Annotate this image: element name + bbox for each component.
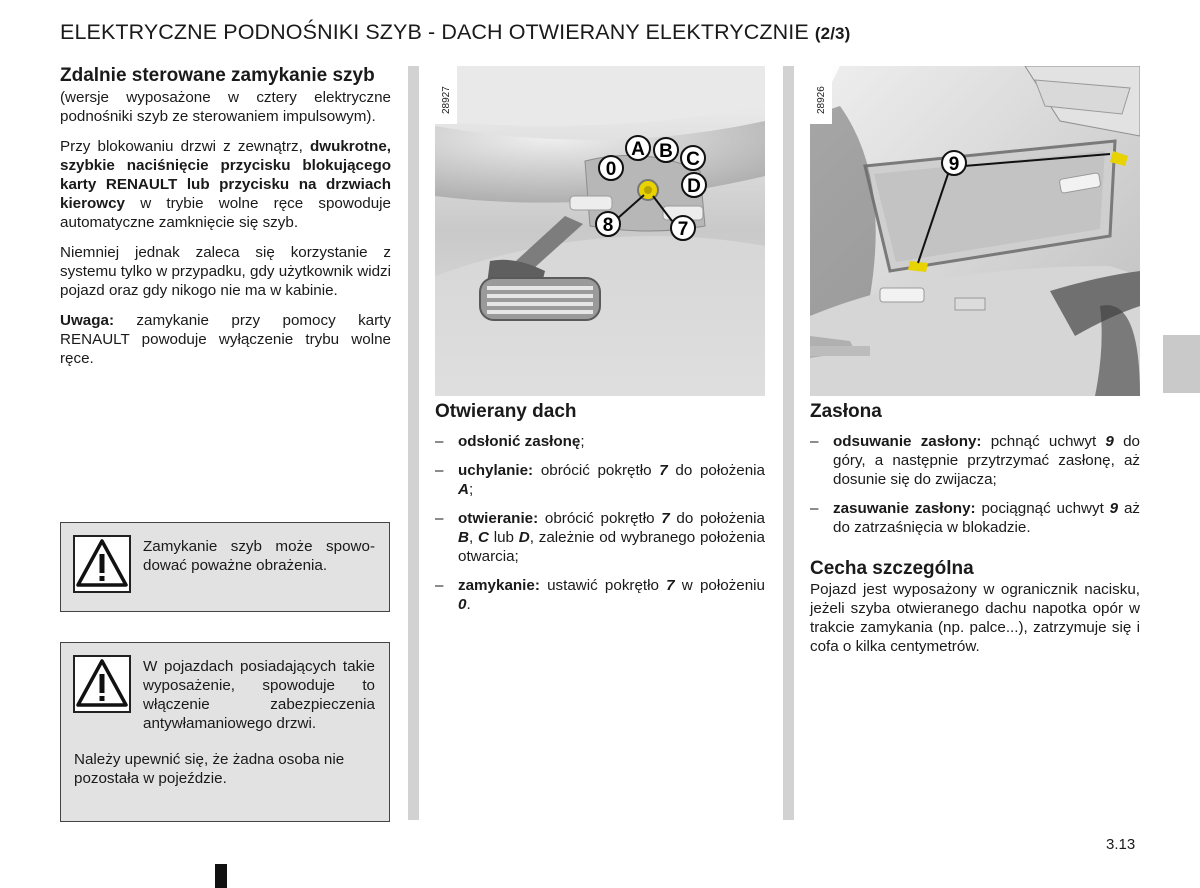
list-item-text: uchylanie:: [458, 462, 534, 479]
note-text: zamykanie przy pomocy karty RENAULT powoduje wyłączenie trybu wolne ręce.: [60, 312, 391, 367]
list-item-text: do położenia: [669, 510, 765, 527]
figure-code: 28926: [816, 86, 827, 114]
page-title: [60, 20, 850, 45]
remote-closing-intro: (wersje wyposażone w cztery elektryczne podnośniki szyb ze sterowaniem impulsowym).: [60, 89, 391, 125]
list-item: [435, 461, 765, 499]
page-title-suffix: (2/3): [814, 24, 851, 43]
list-item-text: , zależnie od wybranego położenia otwarcia;: [458, 529, 765, 565]
warning-triangle-icon: [73, 655, 131, 713]
list-item-text: ,: [468, 529, 478, 546]
list-item-text: w położeniu: [674, 577, 765, 594]
list-item-text: D: [518, 529, 530, 546]
svg-text:A: A: [631, 139, 645, 160]
list-item: [435, 576, 765, 614]
svg-text:8: 8: [602, 215, 614, 236]
list-item: [435, 432, 765, 451]
callout-A: [626, 136, 650, 160]
left-column: [60, 65, 391, 379]
page-title-main: ELEKTRYCZNE PODNOŚNIKI SZYB - DACH OTWIERANY ELEKTRYCZNIE: [60, 20, 809, 44]
list-item-text: pociągnąć uchwyt: [975, 500, 1110, 517]
note-label: Uwaga:: [60, 312, 115, 329]
list-item-text: do góry, a następnie przytrzymać zasłonę, aż dosunie się do zwijacza;: [833, 433, 1140, 488]
list-item-text: odsłonić zasłonę: [458, 433, 581, 450]
svg-text:9: 9: [948, 154, 960, 175]
list-item-text: aż do zatrzaśnięcia w blokadzie.: [833, 500, 1141, 536]
svg-text:0: 0: [605, 159, 617, 180]
figure-code: 28927: [441, 86, 452, 114]
callout-0: [599, 156, 623, 180]
warning-box-1: [60, 522, 390, 612]
list-item: [810, 499, 1140, 537]
p2-text-a: Przy blokowaniu drzwi z zewnątrz,: [60, 138, 310, 155]
list-item-text: lub: [488, 529, 519, 546]
p2-text-bold: dwukrotne, szybkie naciśnięcie przycisku blokującego karty RENAULT lub przycisku na drzwiach kierowcy: [60, 138, 391, 212]
list-item-text: 9: [1105, 433, 1114, 450]
column-divider-right: [783, 66, 794, 820]
list-item-text: do położenia: [667, 462, 765, 479]
sunroof-heading: Otwierany dach: [435, 401, 577, 422]
page-number: 3.13: [1106, 836, 1136, 853]
warning-2-text-2: Należy upewnić się, że żadna osoba nie pozostała w pojeździe.: [74, 751, 345, 787]
list-item-text: C: [477, 529, 489, 546]
warning-box-2: [60, 642, 390, 822]
remote-closing-p3: Niemniej jednak zaleca się korzystanie z systemu tylko w przypadku, gdy użytkownik widzi pojazd oraz gdy nikogo nie ma w kabinie.: [60, 244, 391, 299]
sunroof-steps-list: [435, 432, 765, 614]
callout-9: [942, 151, 966, 175]
callout-B: [654, 138, 678, 162]
blind-steps-list: [810, 432, 1140, 537]
callout-C: [681, 146, 705, 170]
remote-closing-p2: [60, 137, 391, 232]
list-item-text: .: [466, 596, 471, 613]
callout-7: [671, 216, 695, 240]
right-column: [810, 401, 1140, 667]
list-item-text: ;: [580, 433, 585, 450]
svg-text:B: B: [659, 141, 673, 162]
list-item-text: 7: [666, 577, 675, 594]
list-item-text: 7: [659, 462, 668, 479]
list-item-text: zamykanie:: [458, 577, 540, 594]
svg-text:7: 7: [677, 219, 689, 240]
remote-closing-heading: Zdalnie sterowane zamykanie szyb: [60, 65, 375, 86]
svg-text:D: D: [687, 176, 701, 197]
warning-triangle-icon: [73, 535, 131, 593]
list-item: [435, 509, 765, 566]
list-item-text: 9: [1109, 500, 1119, 517]
middle-column: [435, 401, 765, 624]
list-item-text: otwieranie:: [458, 510, 539, 527]
list-item-text: odsuwanie zasłony:: [833, 433, 982, 450]
list-item-text: 0: [458, 596, 467, 613]
feature-heading: Cecha szczególna: [810, 558, 974, 579]
sunroof-blind-illustration: [810, 66, 1140, 396]
list-item-text: B: [458, 529, 469, 546]
list-item-text: obrócić pokrętło: [533, 462, 660, 479]
list-item-text: ;: [468, 481, 474, 498]
roof-console-illustration: [435, 66, 765, 396]
list-item-text: A: [458, 481, 469, 498]
callout-8: [596, 212, 620, 236]
column-divider-left: [408, 66, 419, 820]
print-cut-mark: [215, 864, 227, 888]
list-item-text: ustawić pokrętło: [539, 577, 667, 594]
remote-closing-note: [60, 311, 391, 368]
list-item-text: pchnąć uchwyt: [981, 433, 1106, 450]
warning-2-text: W pojazdach posiadających takie wyposażenie, spowoduje to włączenie zabezpieczenia antywłamaniowego drzwi.: [143, 658, 375, 732]
figure-sunroof-blind: [810, 66, 1140, 396]
callout-D: [682, 173, 706, 197]
list-item-text: 7: [661, 510, 670, 527]
p2-text-c: w trybie wolne ręce spowoduje automatyczne zamknięcie się szyb.: [60, 195, 391, 231]
chapter-tab: [1163, 335, 1200, 393]
list-item-text: zasuwanie zasłony:: [833, 500, 976, 517]
figure-roof-console: [435, 66, 765, 396]
svg-text:C: C: [686, 149, 700, 170]
warning-1-text: Zamykanie szyb może spowodować poważne obrażenia.: [143, 538, 375, 574]
list-item-text: obrócić pokrętło: [538, 510, 662, 527]
list-item: [810, 432, 1140, 489]
feature-text: Pojazd jest wyposażony w ogranicznik nacisku, jeżeli szyba otwieranego dachu napotka opór w trakcie zamykania (np. palce...), zatrzymuje się i cofa o kilka centymetrów.: [810, 581, 1140, 655]
blind-heading: Zasłona: [810, 401, 882, 422]
